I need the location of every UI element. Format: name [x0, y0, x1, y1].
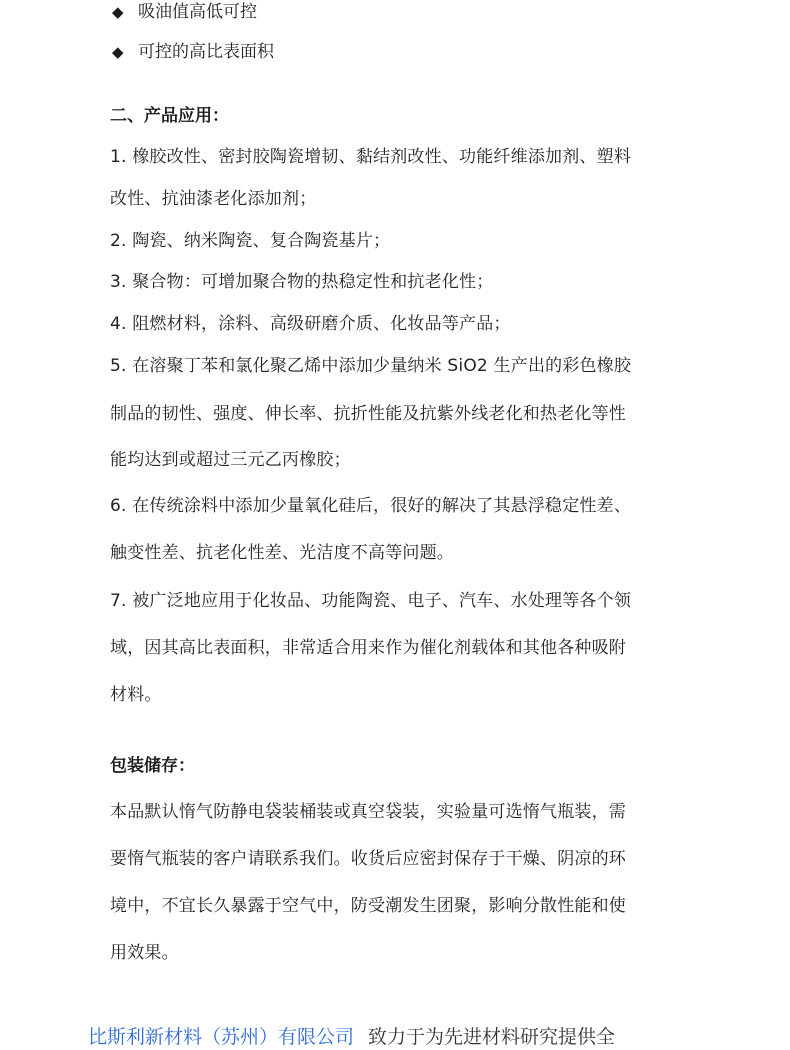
application-line: 5. 在溶聚丁苯和氯化聚乙烯中添加少量纳米 SiO2 生产出的彩色橡胶 [110, 356, 632, 376]
packaging-line: 本品默认惰气防静电袋装桶装或真空袋装，实验量可选惰气瓶装，需 [110, 802, 626, 822]
feature-text: 吸油值高低可控 [138, 2, 257, 22]
application-line: 6. 在传统涂料中添加少量氧化硅后，很好的解决了其悬浮稳定性差、 [110, 496, 632, 516]
application-line: 1. 橡胶改性、密封胶陶瓷增韧、黏结剂改性、功能纤维添加剂、塑料 [110, 147, 632, 167]
diamond-bullet-icon: ◆ [112, 43, 124, 61]
application-line: 制品的韧性、强度、伸长率、抗折性能及抗紫外线老化和热老化等性 [110, 404, 626, 424]
company-name: 比斯利新材料（苏州）有限公司 [88, 1026, 355, 1048]
applications-heading: 二、产品应用： [110, 106, 229, 126]
application-line: 材料。 [110, 685, 162, 705]
packaging-line: 境中，不宜长久暴露于空气中，防受潮发生团聚，影响分散性能和使 [110, 896, 626, 916]
application-line: 能均达到或超过三元乙丙橡胶； [110, 450, 351, 470]
application-line: 3. 聚合物：可增加聚合物的热稳定性和抗老化性； [110, 272, 494, 292]
footer-banner [88, 1024, 615, 1050]
application-line: 4. 阻燃材料，涂料、高级研磨介质、化妆品等产品； [110, 314, 511, 334]
company-slogan: 致力于为先进材料研究提供全 [368, 1026, 616, 1048]
feature-text: 可控的高比表面积 [138, 42, 274, 62]
diamond-bullet-icon: ◆ [112, 3, 124, 21]
application-line: 域，因其高比表面积，非常适合用来作为催化剂载体和其他各种吸附 [110, 638, 626, 658]
packaging-line: 用效果。 [110, 943, 179, 963]
application-line: 7. 被广泛地应用于化妆品、功能陶瓷、电子、汽车、水处理等各个领 [110, 591, 632, 611]
packaging-heading: 包装储存： [110, 756, 195, 776]
feature-item [112, 40, 274, 64]
application-line: 触变性差、抗老化性差、光洁度不高等问题。 [110, 543, 454, 563]
packaging-line: 要惰气瓶装的客户请联系我们。收货后应密封保存于干燥、阴凉的环 [110, 849, 626, 869]
feature-item [112, 0, 257, 24]
application-line: 改性、抗油漆老化添加剂； [110, 189, 317, 209]
application-line: 2. 陶瓷、纳米陶瓷、复合陶瓷基片； [110, 231, 391, 251]
